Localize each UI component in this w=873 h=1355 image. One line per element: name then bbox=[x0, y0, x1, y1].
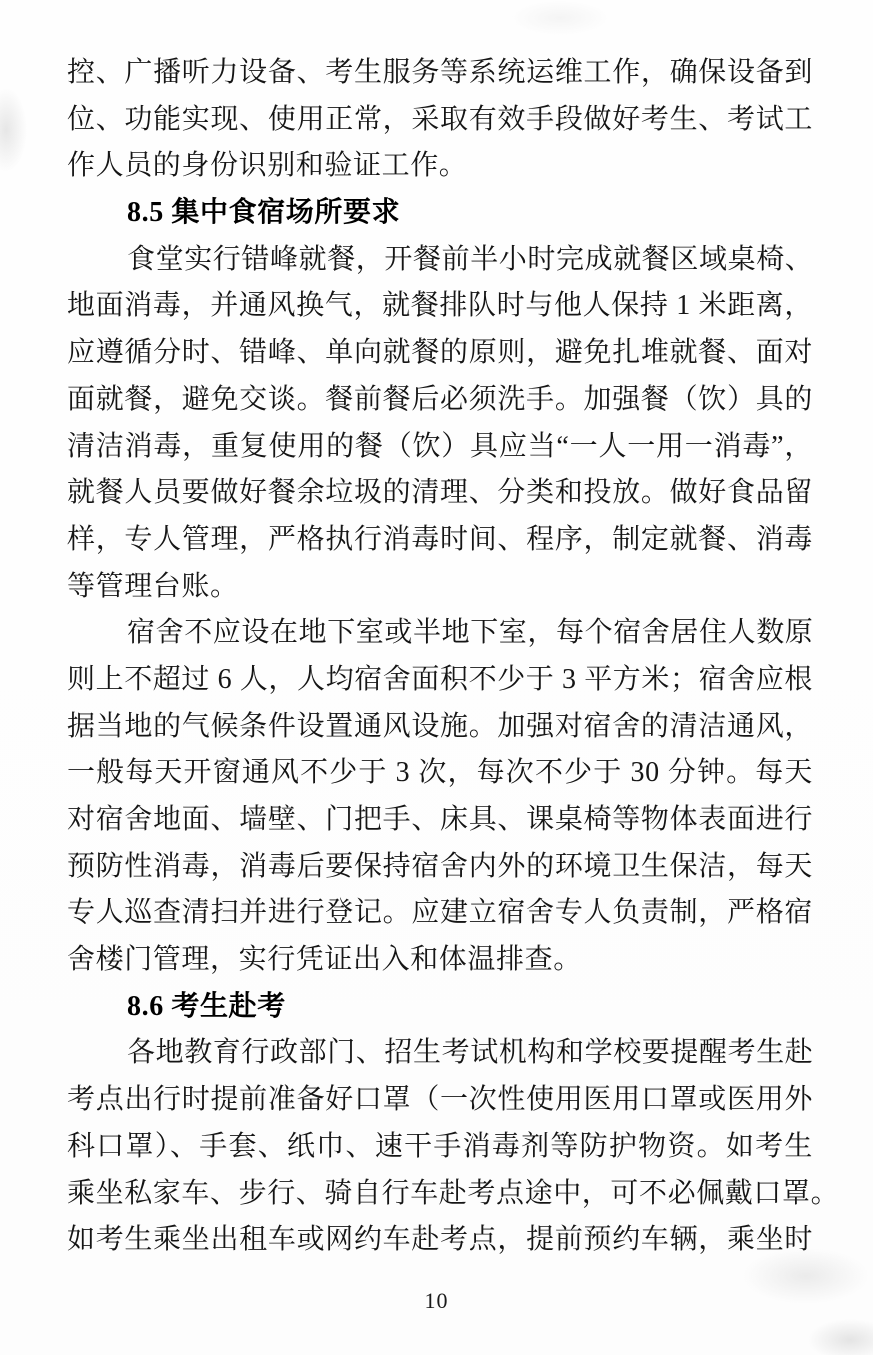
text-line: 地面消毒，并通风换气，就餐排队时与他人保持 1 米距离， bbox=[67, 290, 813, 322]
text-line: 应遵循分时、错峰、单向就餐的原则，避免扎堆就餐、面对 bbox=[67, 337, 813, 369]
text-line: 舍楼门管理，实行凭证出入和体温排查。 bbox=[67, 944, 582, 976]
text-line: 食堂实行错峰就餐，开餐前半小时完成就餐区域桌椅、 bbox=[127, 243, 814, 275]
text-line: 位、功能实现、使用正常，采取有效手段做好考生、考试工 bbox=[67, 103, 813, 135]
text-line: 乘坐私家车、步行、骑自行车赴考点途中，可不必佩戴口罩。 bbox=[67, 1177, 840, 1209]
text-line: 考点出行时提前准备好口罩（一次性使用医用口罩或医用外 bbox=[67, 1084, 813, 1116]
section-heading: 8.5 集中食宿场所要求 bbox=[127, 197, 401, 229]
text-line: 预防性消毒，消毒后要保持宿舍内外的环境卫生保洁，每天 bbox=[67, 850, 813, 882]
text-line: 科口罩）、手套、纸巾、速干手消毒剂等防护物资。如考生 bbox=[67, 1130, 813, 1162]
text-line: 面就餐，避免交谈。餐前餐后必须洗手。加强餐（饮）具的 bbox=[67, 383, 813, 415]
text-line: 则上不超过 6 人，人均宿舍面积不少于 3 平方米；宿舍应根 bbox=[67, 663, 814, 695]
text-line: 等管理台账。 bbox=[67, 570, 239, 602]
text-line: 据当地的气候条件设置通风设施。加强对宿舍的清洁通风， bbox=[67, 710, 813, 742]
text-line: 一般每天开窗通风不少于 3 次，每次不少于 30 分钟。每天 bbox=[67, 757, 813, 789]
text-line: 就餐人员要做好餐余垃圾的清理、分类和投放。做好食品留 bbox=[67, 477, 813, 509]
text-line: 专人巡查清扫并进行登记。应建立宿舍专人负责制，严格宿 bbox=[67, 897, 813, 929]
text-line: 控、广播听力设备、考生服务等系统运维工作，确保设备到 bbox=[67, 57, 813, 88]
text-line: 宿舍不应设在地下室或半地下室，每个宿舍居住人数原 bbox=[127, 617, 814, 649]
text-line: 清洁消毒，重复使用的餐（饮）具应当“一人一用一消毒”， bbox=[67, 430, 813, 462]
text-line: 对宿舍地面、墙壁、门把手、床具、课桌椅等物体表面进行 bbox=[67, 804, 813, 835]
page-number: 10 bbox=[424, 1288, 449, 1313]
text-line: 如考生乘坐出租车或网约车赴考点，提前预约车辆，乘坐时 bbox=[67, 1224, 813, 1256]
section-heading: 8.6 考生赴考 bbox=[127, 990, 286, 1022]
text-line: 作人员的身份识别和验证工作。 bbox=[67, 150, 468, 182]
text-line: 各地教育行政部门、招生考试机构和学校要提醒考生赴 bbox=[127, 1037, 814, 1069]
text-line: 样，专人管理，严格执行消毒时间、程序，制定就餐、消毒 bbox=[67, 523, 813, 555]
document-lines bbox=[67, 50, 840, 1264]
